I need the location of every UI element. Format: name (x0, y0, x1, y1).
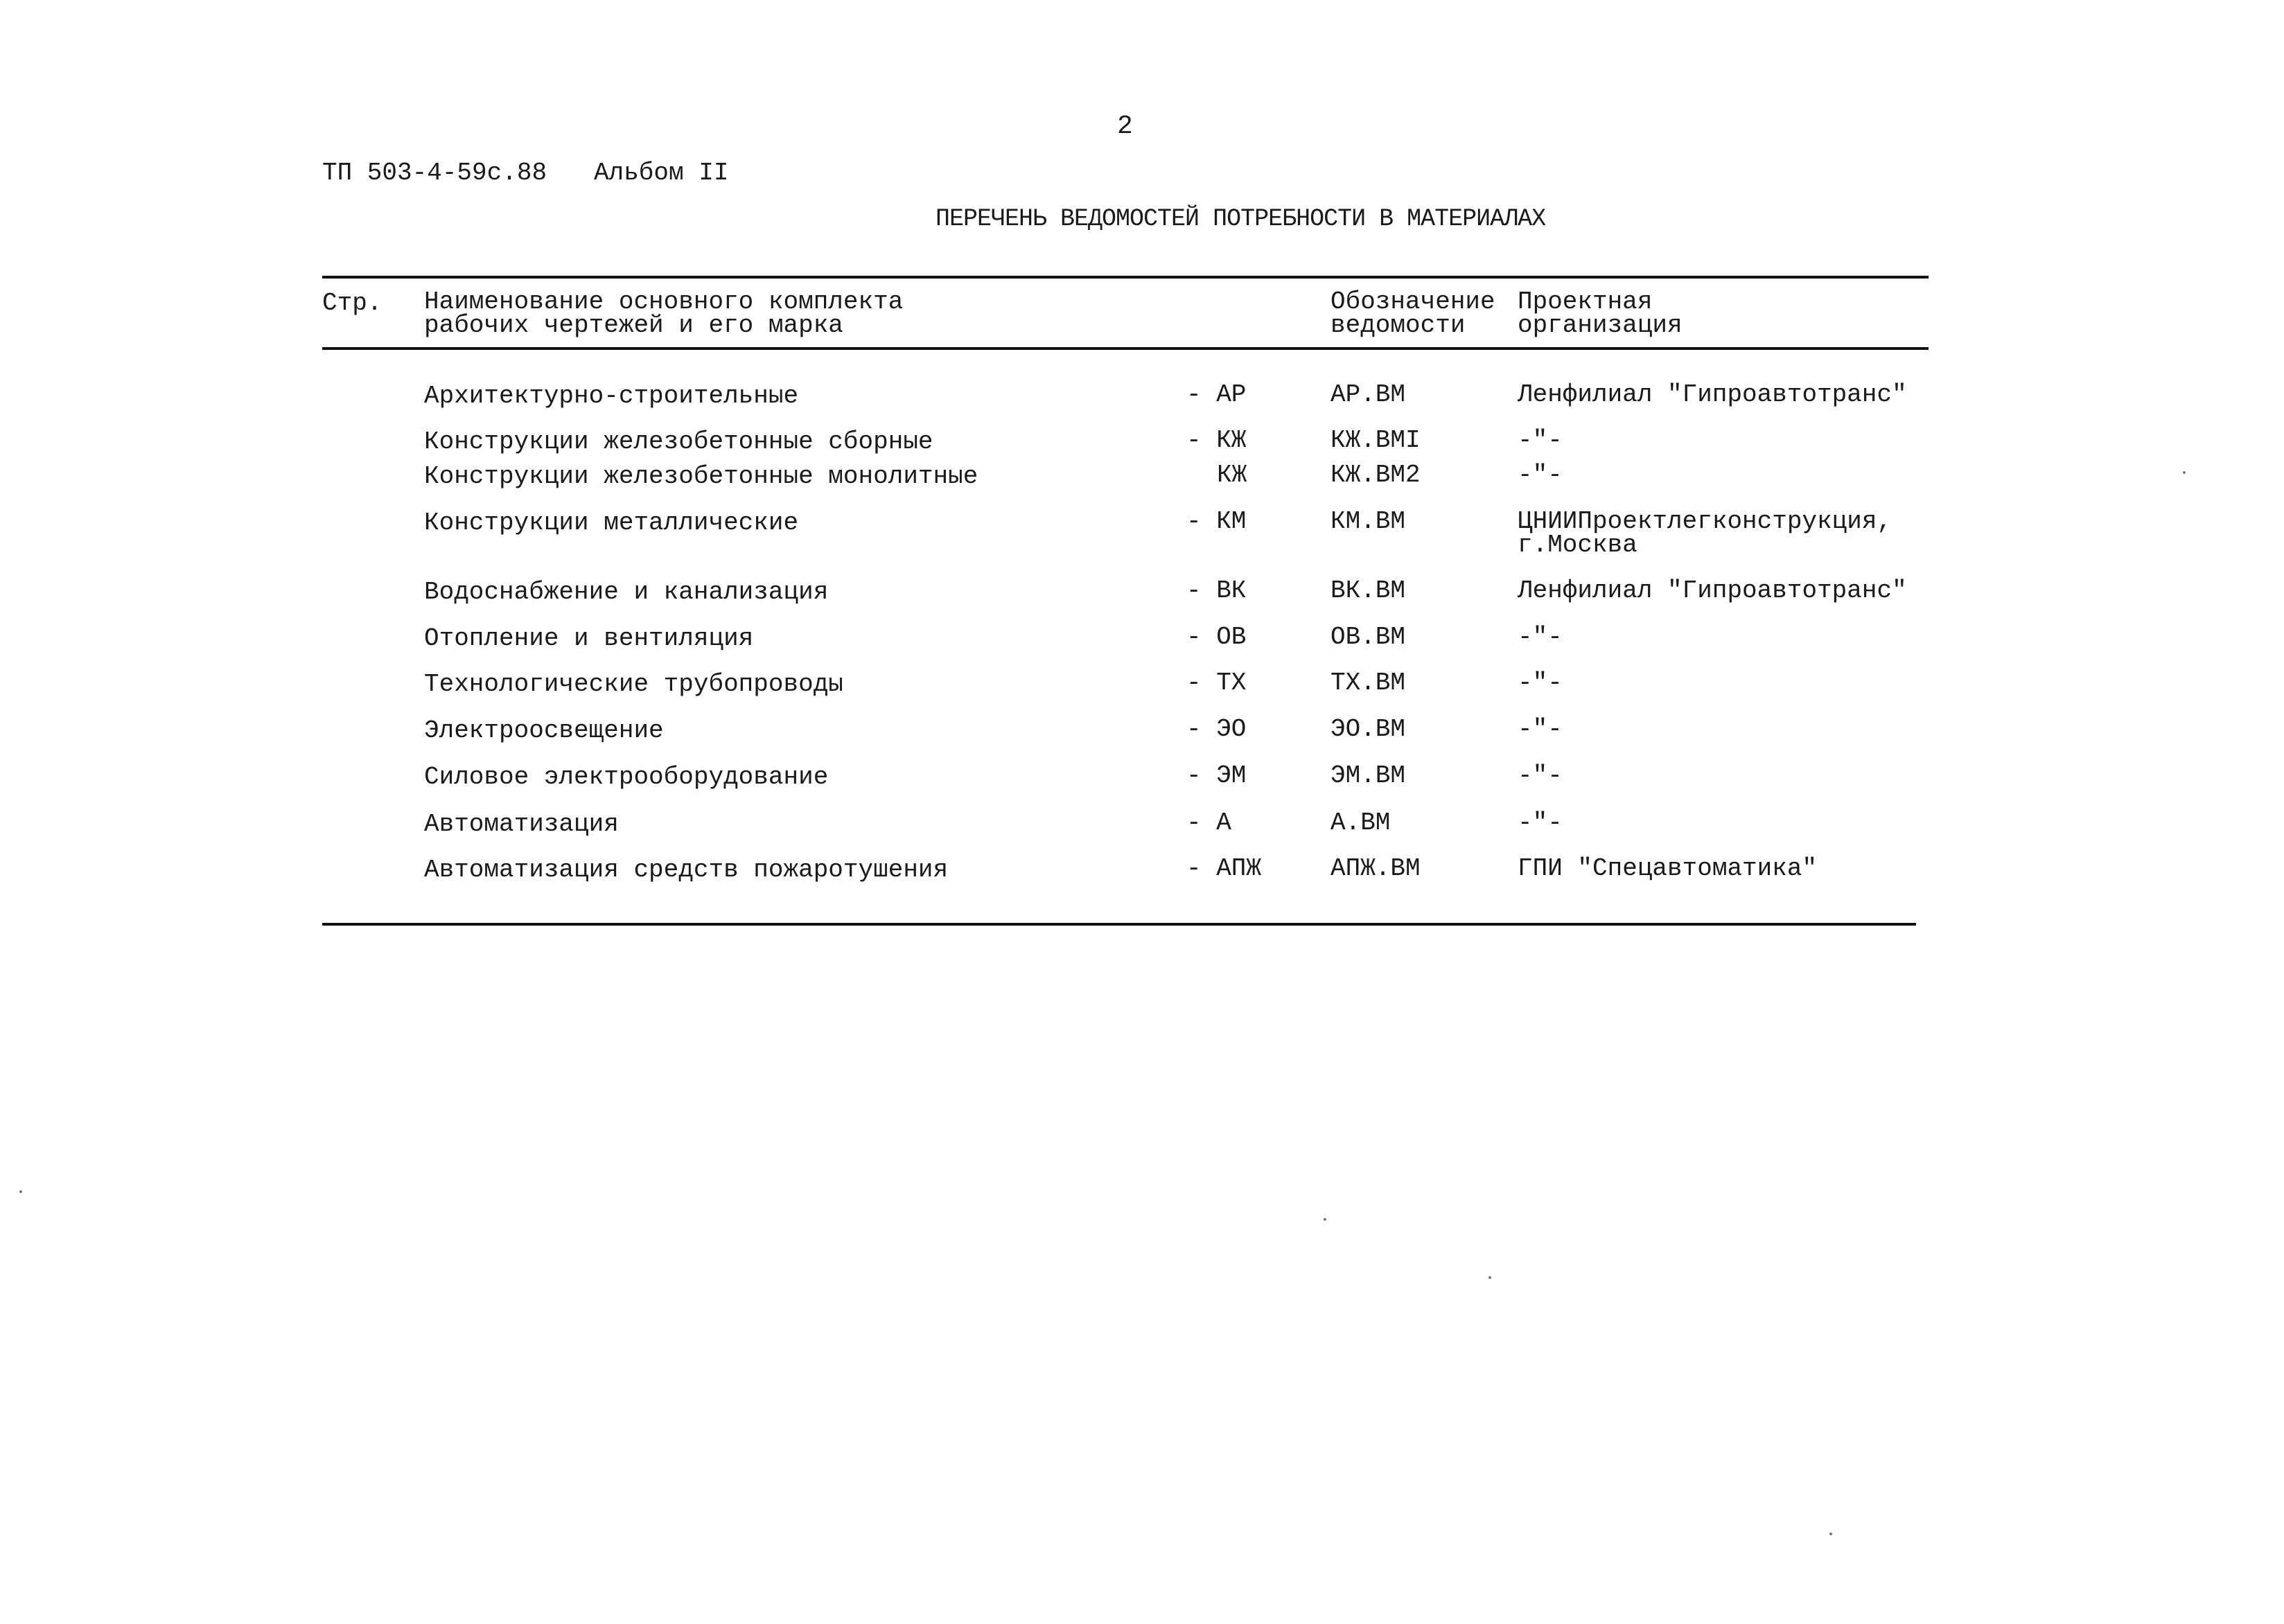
row-designation: АПЖ.ВМ (1330, 854, 1421, 883)
row-name: Конструкции железобетонные сборные (424, 427, 933, 456)
row-designation: КЖ.ВМ2 (1330, 461, 1421, 489)
row-organization: -"- (1518, 461, 1563, 489)
row-name: Отопление и вентиляция (424, 624, 754, 653)
header-name-line2: рабочих чертежей и его марка (424, 311, 843, 339)
row-mark: - ОВ (1186, 623, 1247, 651)
scan-speck (1829, 1533, 1832, 1535)
header-designation-line1: Обозначение (1330, 288, 1495, 316)
row-mark: - АР (1186, 380, 1247, 409)
document-code: ТП 503-4-59с.88 (322, 159, 547, 187)
row-name: Водоснабжение и канализация (424, 578, 829, 606)
header-designation-line2: ведомости (1330, 311, 1466, 339)
row-organization-city: г.Москва (1518, 531, 1637, 559)
table-bottom-rule (322, 923, 1916, 926)
document-title: ПЕРЕЧЕНЬ ВЕДОМОСТЕЙ ПОТРЕБНОСТИ В МАТЕРИАЛАХ (935, 205, 1546, 233)
row-mark: - А (1186, 809, 1231, 837)
header-name-line1: Наименование основного комплекта (424, 288, 904, 316)
row-designation: ЭМ.ВМ (1330, 761, 1406, 790)
row-organization: ЦНИИПроектлегконструкция, (1518, 507, 1892, 536)
header-org-line2: организация (1518, 311, 1683, 339)
row-designation: ВК.ВМ (1330, 576, 1406, 605)
row-designation: ОВ.ВМ (1330, 623, 1406, 651)
row-organization: Ленфилиал "Гипроавтотранс" (1518, 576, 1907, 605)
row-name: Архитектурно-строительные (424, 382, 799, 410)
row-name: Технологические трубопроводы (424, 670, 843, 698)
row-designation: ТХ.ВМ (1330, 669, 1406, 697)
page-number: 2 (1117, 112, 1133, 141)
row-organization: ГПИ "Спецавтоматика" (1518, 854, 1818, 883)
row-designation: АР.ВМ (1330, 380, 1406, 409)
row-organization: -"- (1518, 761, 1563, 790)
scan-speck (1488, 1276, 1491, 1279)
row-designation: КЖ.ВМI (1330, 426, 1421, 454)
header-page: Стр. (322, 289, 383, 317)
row-name: Конструкции железобетонные монолитные (424, 462, 978, 491)
row-designation: КМ.ВМ (1330, 507, 1406, 536)
row-mark: - ТХ (1186, 669, 1247, 697)
table-header-rule (322, 347, 1929, 350)
row-name: Силовое электрооборудование (424, 763, 829, 791)
scan-speck (1324, 1218, 1326, 1221)
row-name: Электроосвещение (424, 716, 664, 745)
row-organization: -"- (1518, 669, 1563, 697)
row-mark: - ВК (1186, 576, 1247, 605)
row-name: Конструкции металлические (424, 509, 799, 537)
row-name: Автоматизация (424, 810, 619, 838)
row-mark: - КЖ (1186, 426, 1247, 454)
row-designation: А.ВМ (1330, 809, 1391, 837)
table-top-rule (322, 276, 1929, 279)
row-organization: -"- (1518, 426, 1563, 454)
scan-speck (2183, 471, 2186, 474)
header-org-line1: Проектная (1518, 288, 1653, 316)
scan-speck (19, 1190, 22, 1193)
album-label: Альбом II (594, 159, 729, 187)
row-mark: - КМ (1186, 507, 1247, 536)
row-organization: -"- (1518, 715, 1563, 743)
row-name: Автоматизация средств пожаротушения (424, 856, 949, 884)
row-organization: Ленфилиал "Гипроавтотранс" (1518, 380, 1907, 409)
row-mark: КЖ (1217, 461, 1247, 489)
row-mark: - ЭО (1186, 715, 1247, 743)
row-mark: - ЭМ (1186, 761, 1247, 790)
row-mark: - АПЖ (1186, 854, 1262, 883)
row-designation: ЭО.ВМ (1330, 715, 1406, 743)
row-organization: -"- (1518, 623, 1563, 651)
row-organization: -"- (1518, 809, 1563, 837)
